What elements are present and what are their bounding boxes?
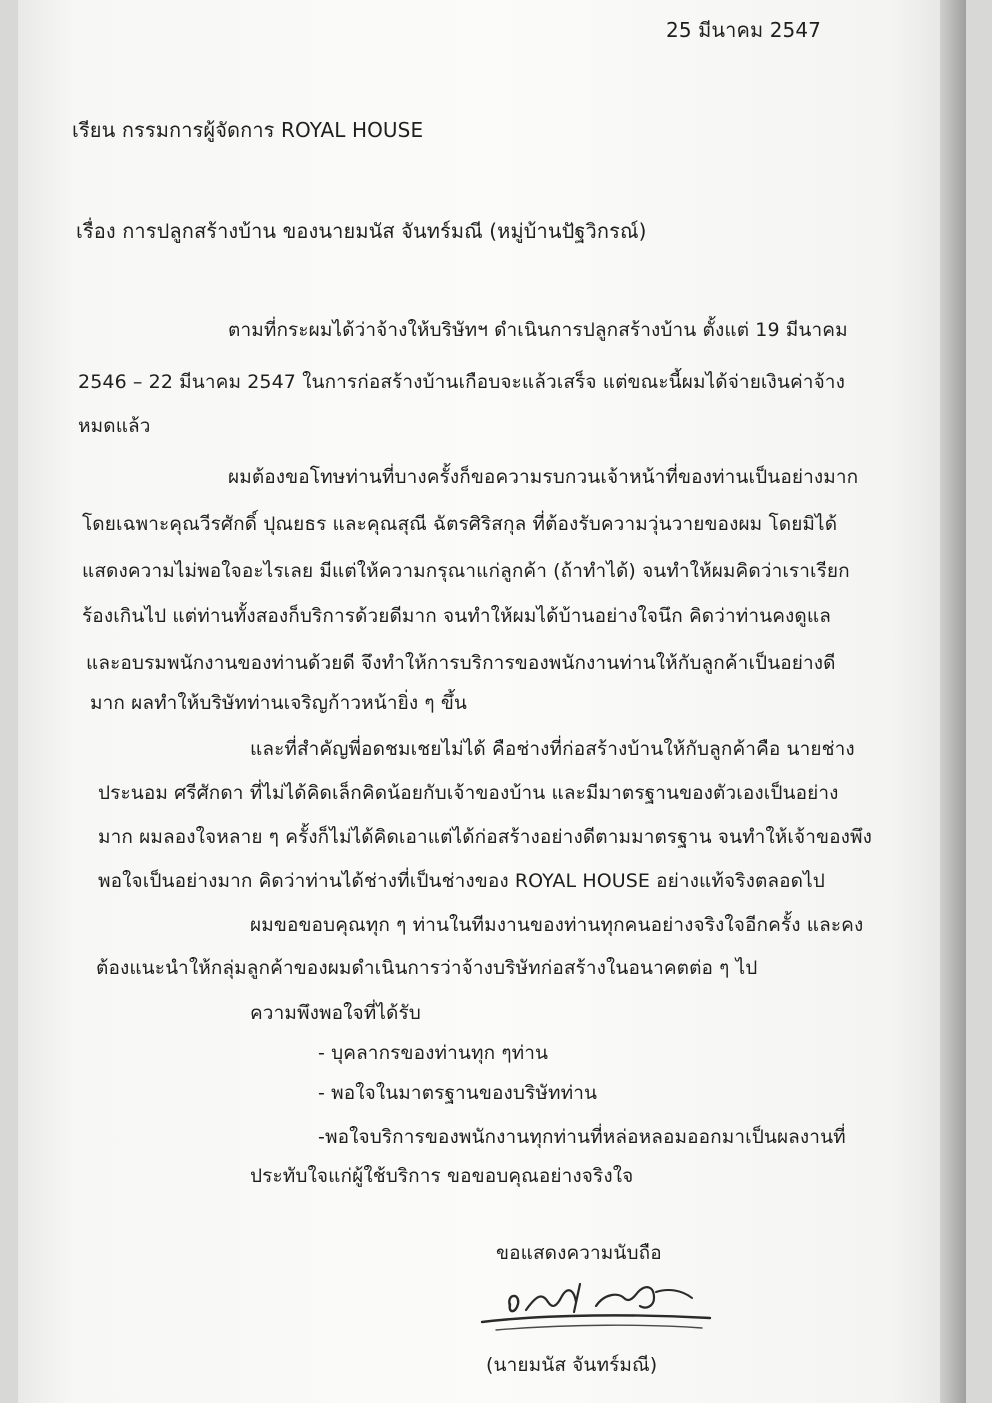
paper-edge-shadow xyxy=(940,0,966,1403)
signer-name: (นายมนัส จันทร์มณี) xyxy=(486,1354,658,1376)
paragraph-3-line-1: และที่สำคัญพี่อดชมเชยไม่ได้ คือช่างที่ก่อสร้างบ้านให้กับลูกค้าคือ นายช่าง xyxy=(250,738,855,760)
paragraph-1-line-3: หมดแล้ว xyxy=(78,415,151,437)
closing-line: ขอแสดงความนับถือ xyxy=(496,1242,662,1264)
paragraph-2-line-5: และอบรมพนักงานของท่านด้วยดี จึงทำให้การบริการของพนักงานท่านให้กับลูกค้าเป็นอย่างดี xyxy=(86,652,836,674)
letter-salutation: เรียน กรรมการผู้จัดการ ROYAL HOUSE xyxy=(72,118,424,142)
paragraph-3-line-2: ประนอม ศรีศักดา ที่ไม่ได้คิดเล็กคิดน้อยกับเจ้าของบ้าน และมีมาตรฐานของตัวเองเป็นอย่าง xyxy=(98,782,839,804)
satisfaction-item-1: - บุคลากรของท่านทุก ๆท่าน xyxy=(318,1042,549,1064)
letter-date: 25 มีนาคม 2547 xyxy=(666,18,822,42)
satisfaction-item-2: - พอใจในมาตรฐานของบริษัทท่าน xyxy=(318,1082,598,1104)
paragraph-2-line-1: ผมต้องขอโทษท่านที่บางครั้งก็ขอความรบกวนเจ้าหน้าที่ของท่านเป็นอย่างมาก xyxy=(228,466,859,488)
paragraph-2-line-2: โดยเฉพาะคุณวีรศักดิ์ ปุณยธร และคุณสุณี ฉัตรศิริสกุล ที่ต้องรับความวุ่นวายของผม โดยมิได้ xyxy=(82,513,838,535)
paragraph-2-line-3: แสดงความไม่พอใจอะไรเลย มีแต่ให้ความกรุณาแก่ลูกค้า (ถ้าทำได้) จนทำให้ผมคิดว่าเราเรียก xyxy=(82,560,850,582)
paragraph-3-line-4: พอใจเป็นอย่างมาก คิดว่าท่านได้ช่างที่เป็นช่างของ ROYAL HOUSE อย่างแท้จริงตลอดไป xyxy=(98,870,825,892)
paragraph-4-line-1: ผมขอขอบคุณทุก ๆ ท่านในทีมงานของท่านทุกคนอย่างจริงใจอีกครั้ง และคง xyxy=(250,914,864,936)
paragraph-2-line-6: มาก ผลทำให้บริษัทท่านเจริญก้าวหน้ายิ่ง ๆ ขึ้น xyxy=(90,692,468,714)
paragraph-4-line-2: ต้องแนะนำให้กลุ่มลูกค้าของผมดำเนินการว่าจ้างบริษัทก่อสร้างในอนาคตต่อ ๆ ไป xyxy=(96,957,758,979)
satisfaction-item-3-line-1: -พอใจบริการของพนักงานทุกท่านที่หล่อหลอมออกมาเป็นผลงานที่ xyxy=(318,1126,846,1148)
paragraph-3-line-3: มาก ผมลองใจหลาย ๆ ครั้งก็ไม่ได้คิดเอาแต่ได้ก่อสร้างอย่างดีตามมาตรฐาน จนทำให้เจ้าของพึง xyxy=(98,826,872,848)
paragraph-1-line-2: 2546 – 22 มีนาคม 2547 ในการก่อสร้างบ้านเกือบจะแล้วเสร็จ แต่ขณะนี้ผมได้จ่ายเงินค่าจ้าง xyxy=(78,371,845,393)
satisfaction-item-3-line-2: ประทับใจแก่ผู้ใช้บริการ ขอขอบคุณอย่างจริงใจ xyxy=(250,1165,634,1187)
letter-paper xyxy=(18,0,966,1403)
paragraph-1-line-1: ตามที่กระผมได้ว่าจ้างให้บริษัทฯ ดำเนินการปลูกสร้างบ้าน ตั้งแต่ 19 มีนาคม xyxy=(228,319,848,341)
paragraph-2-line-4: ร้องเกินไป แต่ท่านทั้งสองก็บริการด้วยดีมาก จนทำให้ผมได้บ้านอย่างใจนึก คิดว่าท่านคงดูแล xyxy=(82,605,831,627)
handwritten-signature xyxy=(478,1274,714,1336)
letter-subject: เรื่อง การปลูกสร้างบ้าน ของนายมนัส จันทร์มณี (หมู่บ้านปัฐวิกรณ์) xyxy=(76,219,647,243)
satisfaction-heading: ความพึงพอใจที่ได้รับ xyxy=(250,1002,421,1024)
